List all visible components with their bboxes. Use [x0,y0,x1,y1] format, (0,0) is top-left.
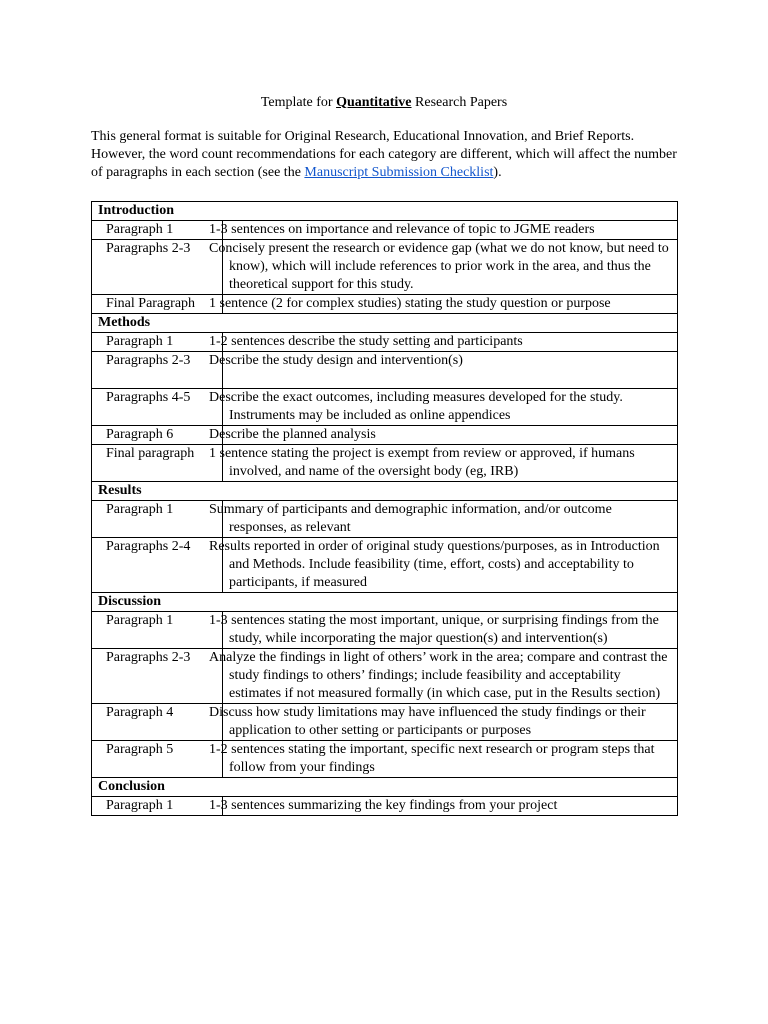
table-row [92,741,678,778]
section-header-row [92,593,678,612]
row-description: Describe the exact outcomes, including measures developed for the study. Instruments may be included as online appendices [223,389,678,426]
title-emphasis: Quantitative [336,95,412,110]
table-row [92,612,678,649]
row-description: 1-3 sentences summarizing the key findings from your project [223,797,678,816]
title-prefix: Template for [260,95,337,110]
row-description: 1-3 sentences on importance and relevance of topic to JGME readers [223,221,678,240]
row-description: Summary of participants and demographic information, and/or outcome responses, as relevant [223,501,678,538]
row-label: Paragraph 1 [92,333,223,352]
row-description: Concisely present the research or evidence gap (what we do not know, but need to know), which will include references to prior work in the area, and thus the theoretical support for this study. [223,240,678,295]
row-description: 1 sentence (2 for complex studies) stating the study question or purpose [223,295,678,314]
table-row [92,240,678,295]
row-label: Paragraph 1 [92,612,223,649]
row-label: Paragraphs 2-4 [92,538,223,593]
row-description: Discuss how study limitations may have influenced the study findings or their application to other setting or participants or purposes [223,704,678,741]
row-label: Final Paragraph [92,295,223,314]
row-label: Paragraphs 2-3 [92,352,223,389]
row-description: Results reported in order of original study questions/purposes, as in Introduction and Methods. Include feasibility (time, effort, costs) and acceptability to participants, if measured [223,538,678,593]
row-label: Paragraphs 2-3 [92,240,223,295]
section-heading: Conclusion [92,778,678,797]
section-header-row [92,202,678,221]
row-description: 1 sentence stating the project is exempt from review or approved, if humans involved, and name of the oversight body (eg, IRB) [223,445,678,482]
section-header-row [92,778,678,797]
manuscript-checklist-link[interactable]: Manuscript Submission Checklist [304,165,494,180]
table-row [92,221,678,240]
row-label: Paragraph 5 [92,741,223,778]
row-label: Paragraphs 4-5 [92,389,223,426]
table-row [92,389,678,426]
section-heading: Discussion [92,593,678,612]
document-title [0,94,768,112]
intro-paragraph [91,128,691,182]
table-row [92,704,678,741]
section-heading: Introduction [92,202,678,221]
title-suffix: Research Papers [411,95,508,110]
row-description: Describe the study design and intervention(s) [223,352,678,389]
table-row [92,333,678,352]
row-label: Paragraph 4 [92,704,223,741]
table-row [92,649,678,704]
section-heading: Results [92,482,678,501]
section-heading: Methods [92,314,678,333]
section-header-row [92,482,678,501]
row-label: Paragraph 1 [92,797,223,816]
table-row [92,445,678,482]
row-label: Final paragraph [92,445,223,482]
template-table [91,201,678,816]
table-row [92,797,678,816]
row-label: Paragraphs 2-3 [92,649,223,704]
table-row [92,501,678,538]
intro-end: ). [493,165,502,180]
table-row [92,352,678,389]
table-row [92,426,678,445]
row-description: Analyze the findings in light of others’ work in the area; compare and contrast the study findings to others’ findings; include feasibility and acceptability estimates if not measured formally (in which case, put in the Results section) [223,649,678,704]
intro-text: This general format is suitable for Original Research, Educational Innovation, and Brief Reports. However, the word count recommendations for each category are different, which will affect the number of paragraphs in each section (see the [91,129,677,180]
row-description: Describe the planned analysis [223,426,678,445]
row-label: Paragraph 6 [92,426,223,445]
row-label: Paragraph 1 [92,221,223,240]
row-description: 1-3 sentences stating the most important, unique, or surprising findings from the study, while incorporating the major question(s) and intervention(s) [223,612,678,649]
table-row [92,538,678,593]
row-description: 1-2 sentences stating the important, specific next research or program steps that follow from your findings [223,741,678,778]
row-description: 1-2 sentences describe the study setting and participants [223,333,678,352]
table-row [92,295,678,314]
row-label: Paragraph 1 [92,501,223,538]
section-header-row [92,314,678,333]
